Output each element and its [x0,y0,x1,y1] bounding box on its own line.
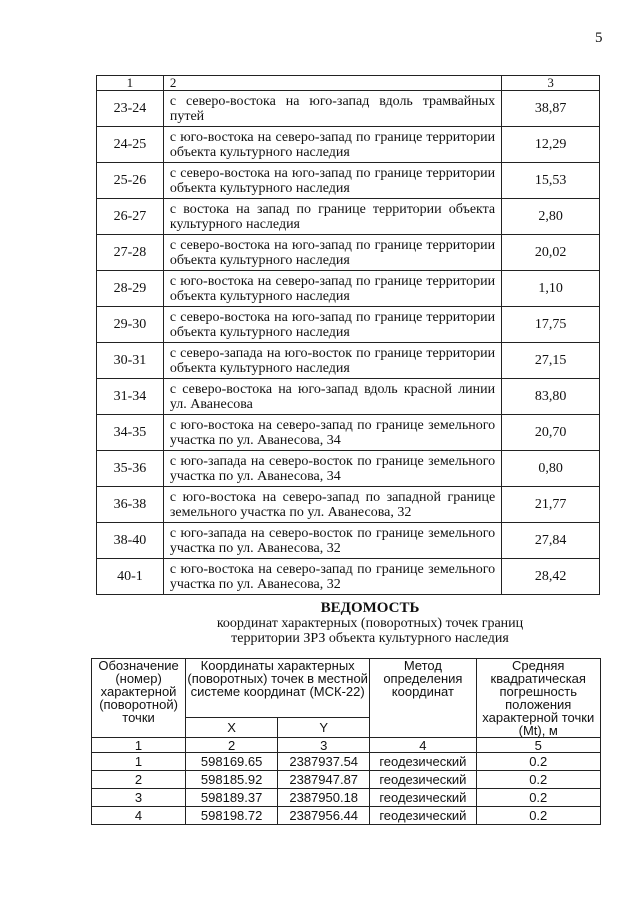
length-cell: 27,84 [502,523,600,559]
x-cell: 598185.92 [186,771,278,789]
table-row [92,753,601,771]
point-cell: 2 [92,771,186,789]
segment-cell: 34-35 [97,415,164,451]
column-number: 1 [92,738,186,753]
segment-cell: 23-24 [97,91,164,127]
length-cell: 2,80 [502,199,600,235]
segment-cell: 29-30 [97,307,164,343]
segment-cell: 35-36 [97,451,164,487]
statement-title: ВЕДОМОСТЬ [320,600,420,616]
table-row [97,91,600,127]
point-cell: 4 [92,807,186,825]
table-header-row [92,659,601,718]
table-row [97,451,600,487]
description-cell: с северо-запада на юго-восток по границе территории объекта культурного наследия [163,343,501,379]
segment-cell: 24-25 [97,127,164,163]
segment-cell: 30-31 [97,343,164,379]
description-cell: с северо-востока на юго-запад вдоль трамвайных путей [163,91,501,127]
error-cell: 0.2 [476,771,601,789]
segment-cell: 28-29 [97,271,164,307]
table-row [97,343,600,379]
description-cell: с юго-запада на северо-восток по границе земельного участка по ул. Аванесова, 32 [163,523,501,559]
length-cell: 17,75 [502,307,600,343]
y-cell: 2387947.87 [278,771,370,789]
length-cell: 28,42 [502,559,600,595]
method-cell: геодезический [370,789,476,807]
y-cell: 2387937.54 [278,753,370,771]
error-cell: 0.2 [476,753,601,771]
table-row [97,523,600,559]
x-cell: 598189.37 [186,789,278,807]
y-cell: 2387956.44 [278,807,370,825]
length-cell: 83,80 [502,379,600,415]
description-cell: с юго-востока на северо-запад по границе территории объекта культурного наследия [163,127,501,163]
segment-cell: 38-40 [97,523,164,559]
length-cell: 15,53 [502,163,600,199]
description-cell: с востока на запад по границе территории объекта культурного наследия [163,199,501,235]
header-error: Средняя квадратическая погрешность положения характерной точки (Mt), м [476,659,601,738]
y-cell: 2387950.18 [278,789,370,807]
column-number: 5 [476,738,601,753]
description-cell: с юго-запада на северо-восток по границе земельного участка по ул. Аванесова, 34 [163,451,501,487]
column-number-row [92,738,601,753]
table-row [97,487,600,523]
table-header-row [97,76,600,91]
table-row [97,271,600,307]
description-cell: с северо-востока на юго-запад по границе территории объекта культурного наследия [163,235,501,271]
header-y: Y [278,717,370,737]
segment-cell: 25-26 [97,163,164,199]
table-row [97,415,600,451]
method-cell: геодезический [370,753,476,771]
length-cell: 12,29 [502,127,600,163]
description-cell: с юго-востока на северо-запад по западной границе земельного участка по ул. Аванесова, 32 [163,487,501,523]
table-row [97,379,600,415]
point-cell: 1 [92,753,186,771]
table-row [97,127,600,163]
segment-cell: 40-1 [97,559,164,595]
length-cell: 20,70 [502,415,600,451]
segment-cell: 31-34 [97,379,164,415]
column-number: 3 [278,738,370,753]
column-number: 4 [370,738,476,753]
description-cell: с юго-востока на северо-запад по границе земельного участка по ул. Аванесова, 32 [163,559,501,595]
method-cell: геодезический [370,771,476,789]
page-number: 5 [595,30,603,46]
length-cell: 38,87 [502,91,600,127]
statement-subtitle-line2: территории ЗРЗ объекта культурного наследия [231,631,509,646]
description-cell: с северо-востока на юго-запад по границе территории объекта культурного наследия [163,163,501,199]
segment-cell: 36-38 [97,487,164,523]
length-cell: 1,10 [502,271,600,307]
table-row [97,307,600,343]
table-row [97,199,600,235]
header-point: Обозначение (номер) характерной (поворотной) точки [92,659,186,738]
coordinates-table [91,658,601,825]
error-cell: 0.2 [476,789,601,807]
x-cell: 598198.72 [186,807,278,825]
table-row [92,807,601,825]
description-cell: с северо-востока на юго-запад по границе территории объекта культурного наследия [163,307,501,343]
segment-cell: 27-28 [97,235,164,271]
length-cell: 27,15 [502,343,600,379]
method-cell: геодезический [370,807,476,825]
segment-cell: 26-27 [97,199,164,235]
boundary-segments-table [96,75,600,595]
table-row [97,235,600,271]
statement-heading [140,600,600,646]
description-cell: с северо-востока на юго-запад вдоль красной линии ул. Аванесова [163,379,501,415]
statement-subtitle-line1: координат характерных (поворотных) точек границ [216,616,524,631]
point-cell: 3 [92,789,186,807]
table-row [97,559,600,595]
header-cell: 2 [163,76,501,91]
header-cell: 1 [97,76,164,91]
x-cell: 598169.65 [186,753,278,771]
table-row [92,789,601,807]
length-cell: 21,77 [502,487,600,523]
header-coordinates: Координаты характерных (поворотных) точек в местной системе координат (МСК-22) [186,659,370,718]
description-cell: с юго-востока на северо-запад по границе территории объекта культурного наследия [163,271,501,307]
header-x: X [186,717,278,737]
table-row [92,771,601,789]
header-method: Метод определения координат [370,659,476,738]
header-cell: 3 [502,76,600,91]
column-number: 2 [186,738,278,753]
length-cell: 0,80 [502,451,600,487]
error-cell: 0.2 [476,807,601,825]
description-cell: с юго-востока на северо-запад по границе земельного участка по ул. Аванесова, 34 [163,415,501,451]
table-row [97,163,600,199]
length-cell: 20,02 [502,235,600,271]
